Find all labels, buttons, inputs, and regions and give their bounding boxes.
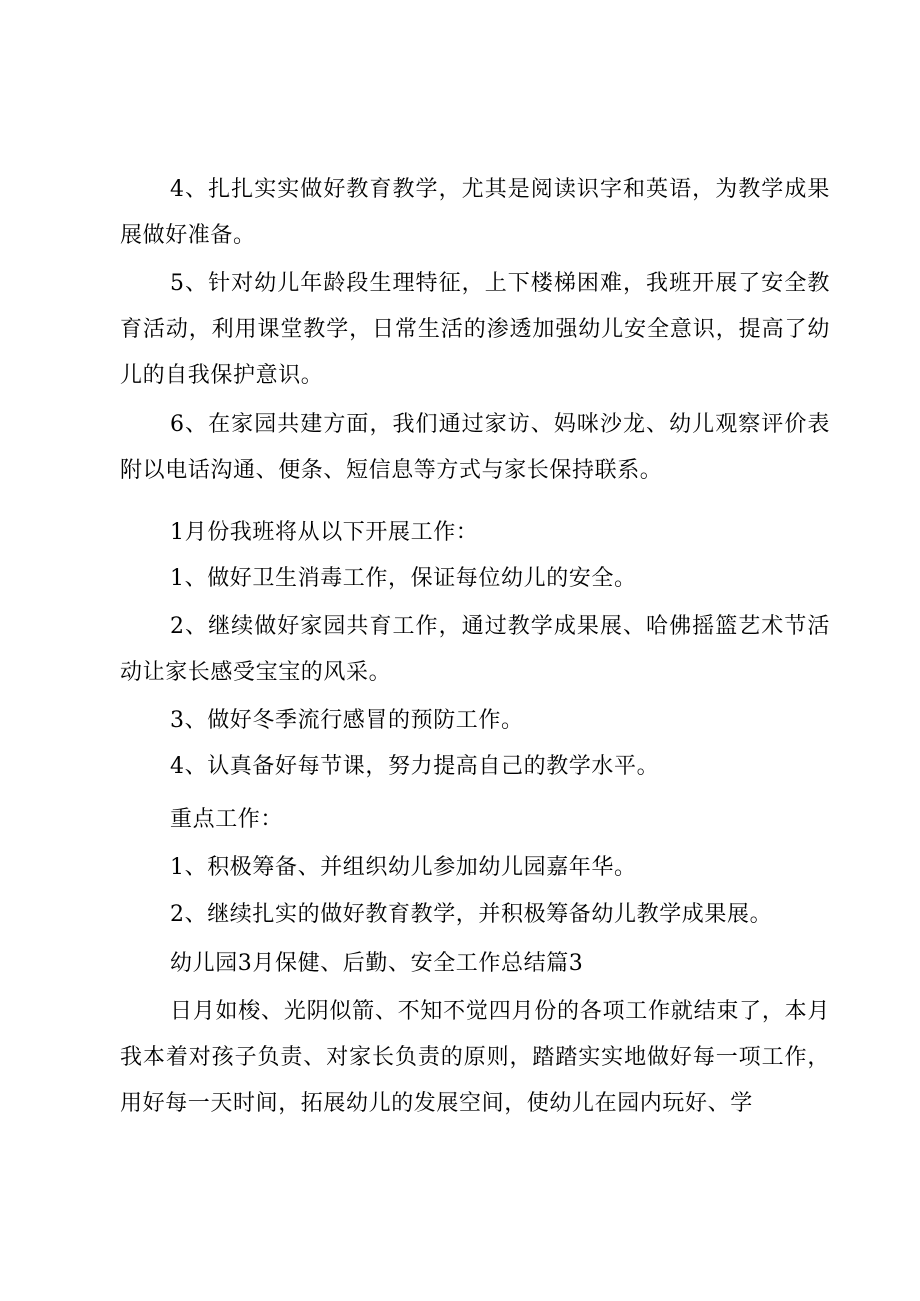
paragraph-item-5-safety: 5、针对幼儿年龄段生理特征，上下楼梯困难，我班开展了安全教育活动，利用课堂教学，日常生活的渗透加强幼儿安全意识，提高了幼儿的自我保护意识。 (120, 271, 830, 388)
paragraph-key-work-heading: 重点工作： (170, 807, 284, 832)
paragraph-key-work-item-1: 1、积极筹备、并组织幼儿参加幼儿园嘉年华。 (170, 855, 637, 880)
section-title: 幼儿园3月保健、后勤、安全工作总结篇3 (170, 951, 584, 976)
paragraph-item-6-home-school: 6、在家园共建方面，我们通过家访、妈咪沙龙、幼儿观察评价表附以电话沟通、便条、短信息等方式与家长保持联系。 (120, 412, 830, 483)
paragraph-key-work-item-2: 2、继续扎实的做好教育教学，并积极筹备幼儿教学成果展。 (170, 902, 773, 927)
paragraph-plan-item-4: 4、认真备好每节课，努力提高自己的教学水平。 (170, 754, 660, 779)
paragraph-plan-item-3: 3、做好冬季流行感冒的预防工作。 (170, 708, 524, 733)
paragraph-april-summary: 日月如梭、光阴似箭、不知不觉四月份的各项工作就结束了，本月我本着对孩子负责、对家长负责的原则，踏踏实实地做好每一项工作，用好每一天时间，拓展幼儿的发展空间，使幼儿在园内玩好、学 (120, 999, 830, 1116)
paragraph-plan-item-1: 1、做好卫生消毒工作，保证每位幼儿的安全。 (170, 566, 637, 591)
paragraph-january-plan-heading: 1月份我班将从以下开展工作： (170, 520, 479, 545)
paragraph-plan-item-2: 2、继续做好家园共育工作，通过教学成果展、哈佛摇篮艺术节活动让家长感受宝宝的风采。 (120, 614, 830, 685)
paragraph-item-4-teaching: 4、扎扎实实做好教育教学，尤其是阅读识字和英语，为教学成果展做好准备。 (120, 177, 830, 248)
